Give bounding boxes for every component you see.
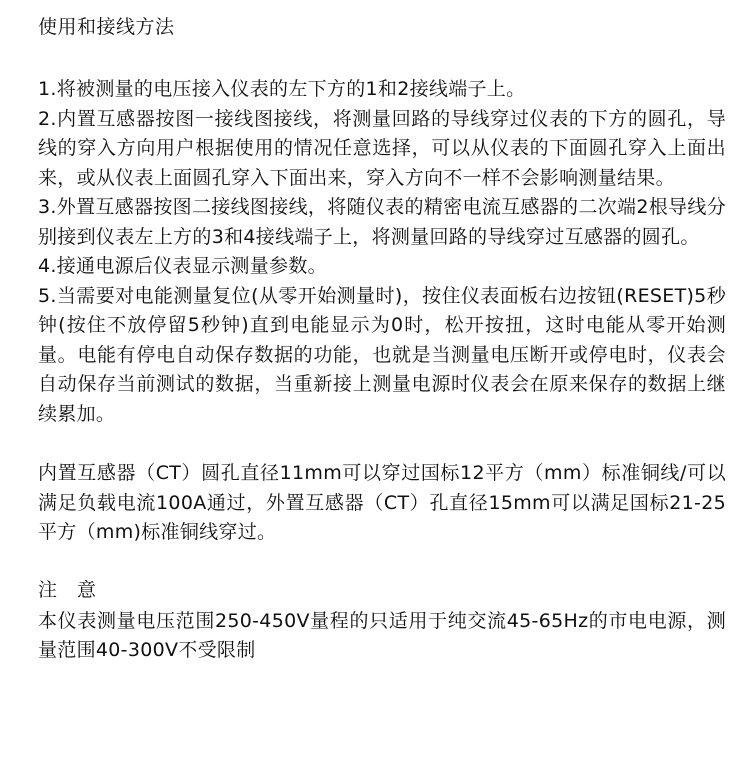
step-4: 4.接通电源后仪表显示测量参数。	[38, 255, 327, 277]
spacer	[38, 548, 726, 573]
page-title: 使用和接线方法	[38, 16, 175, 38]
step-5: 5.当需要对电能测量复位(从零开始测量时)，按住仪表面板右边按钮(RESET)5秒钟(按住不放停留5秒钟)直到电能显示为0时，松开按扭，这时电能从零开始测量。电能有停电自动保存数据的功能，也就是当测量电压断开或停电时，仪表会自动保存当前测试的数据，当重新接上测量电源时仪表会在原来保存的数据上继续累加。	[38, 284, 726, 425]
step-2: 2.内置互感器按图一接线图接线，将测量回路的导线穿过仪表的下方的圆孔，导线的穿入方向用户根据使用的情况任意选择，可以从仪表的下面圆孔穿入上面出来，或从仪表上面圆孔穿入下面出来，穿入方向不一样不会影响测量结果。	[38, 107, 726, 189]
step-3: 3.外置互感器按图二接线图接线，将随仪表的精密电流互感器的二次端2根导线分别接到仪表左上方的3和4接线端子上，将测量回路的导线穿过互感器的圆孔。	[38, 196, 726, 248]
note-section	[38, 573, 726, 666]
note-text: 本仪表测量电压范围250-450V量程的只适用于纯交流45-65Hz的市电电源，测量范围40-300V不受限制	[38, 609, 726, 661]
step-1: 1.将被测量的电压接入仪表的左下方的1和2接线端子上。	[38, 78, 526, 100]
spacer	[38, 44, 726, 75]
spacer	[38, 429, 726, 459]
steps-list	[38, 75, 726, 429]
note-title: 注 意	[38, 578, 97, 601]
ct-info-paragraph: 内置互感器（CT）圆孔直径11mm可以穿过国标12平方（mm）标准铜线/可以满足负载电流100A通过，外置互感器（CT）孔直径15mm可以满足国标21-25平方（mm)标准铜线穿过。	[38, 462, 726, 543]
